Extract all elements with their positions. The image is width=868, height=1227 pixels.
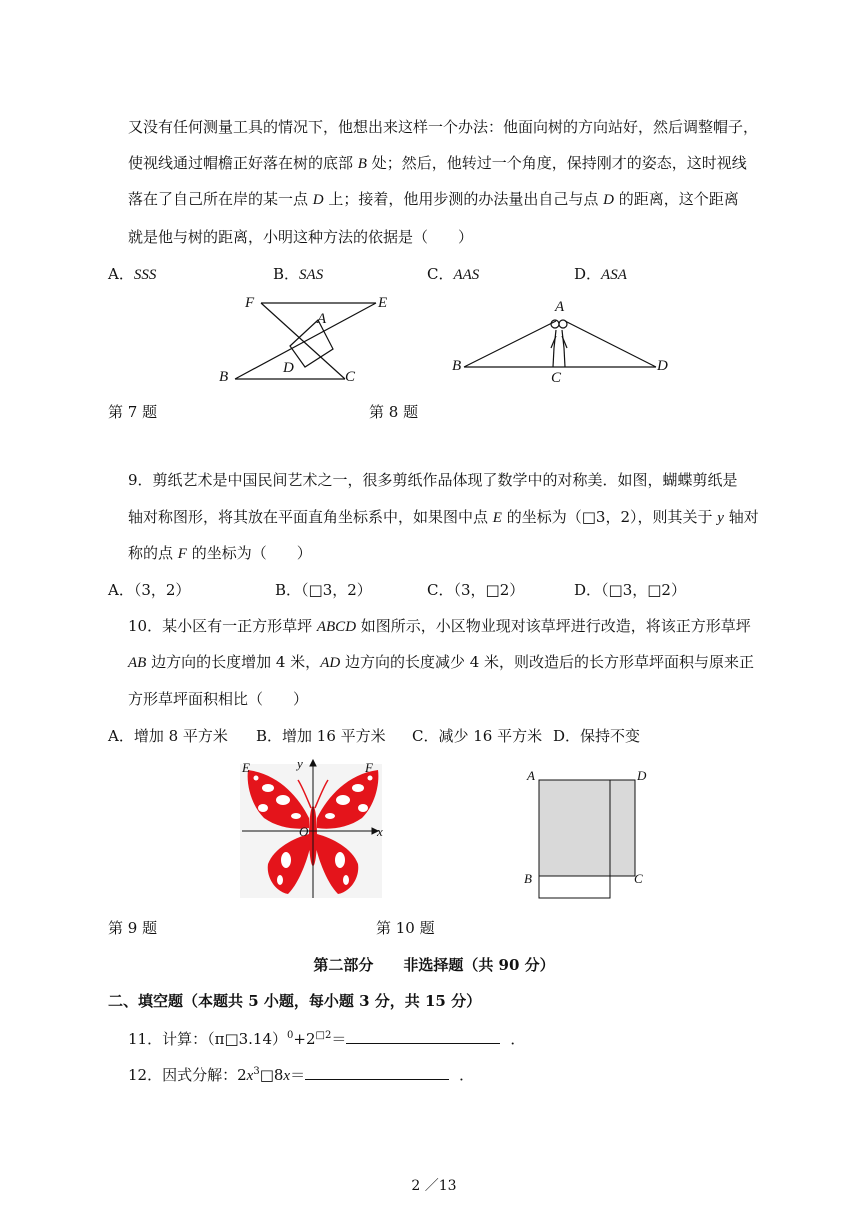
q12-prefix: 12．因式分解：2	[128, 1066, 247, 1084]
page-number: 2 ／13	[411, 1178, 457, 1194]
q9-var-y: y	[717, 510, 724, 526]
figure-10	[530, 770, 650, 905]
fig10-label-d: D	[637, 768, 647, 783]
fig9-label-o: O	[299, 824, 309, 839]
q11-eq: ＝	[331, 1030, 347, 1048]
q11-sup-0: 0	[287, 1030, 294, 1041]
option-value: 增加 8 平方米	[133, 727, 228, 745]
fig8-person-leg	[564, 348, 565, 367]
q12-answer-blank[interactable]	[305, 1065, 449, 1080]
fig7-label-a: A	[317, 311, 327, 327]
q10-line-2-b: 边方向的长度减少 4 米，则改造后的长方形草坪面积与原来正	[340, 653, 755, 671]
q8-line-2-b: 处；然后，他转过一个角度，保持刚才的姿态，这时视线	[366, 154, 747, 172]
option-value: 保持不变	[580, 727, 641, 745]
q8-line-3-c: 的距离，这个距离	[614, 190, 739, 208]
option-value: AAS	[453, 267, 480, 283]
q9-line-2-c: 轴对	[723, 508, 759, 526]
q10-var-ad: AD	[320, 655, 341, 671]
q11-end: ．	[510, 1030, 526, 1048]
q8-option-c[interactable]	[427, 263, 479, 284]
option-value: （□3，2）	[301, 581, 372, 599]
q12-end: ．	[459, 1066, 475, 1084]
q10-option-c[interactable]	[412, 725, 542, 746]
part-2-title: 第二部分 非选择题（共 90 分）	[313, 956, 555, 974]
q12-line	[128, 1064, 474, 1085]
fig10-label-a: A	[527, 768, 535, 783]
q8-line-4: 就是他与树的距离，小明这种方法的依据是（ ）	[128, 228, 474, 246]
q10-var-abcd: ABCD	[316, 619, 357, 635]
option-value: （3，2）	[133, 581, 191, 599]
fig8-label-a: A	[555, 299, 565, 315]
option-letter: A．	[108, 581, 134, 599]
q10-option-a[interactable]	[108, 725, 228, 746]
q10-line-1-b: 如图所示，小区物业现对该草坪进行改造，将该正方形草坪	[356, 617, 751, 635]
option-value: SAS	[299, 267, 324, 283]
fig7-parallelogram	[290, 320, 333, 367]
q11-prefix: 11．计算：（π□3.14）	[128, 1030, 288, 1048]
fig10-label-b: B	[524, 871, 532, 886]
q8-var-b: B	[357, 156, 367, 172]
q9-line-1: 9．剪纸艺术是中国民间艺术之一，很多剪纸作品体现了数学中的对称美．如图，蝴蝶剪纸是	[128, 471, 738, 489]
q9-option-a[interactable]	[108, 579, 190, 600]
fig7-label-c: C	[345, 369, 356, 385]
fig7-label-b: B	[219, 369, 229, 385]
q9-var-e: E	[492, 510, 502, 526]
option-value: （3，□2）	[453, 581, 525, 599]
q8-line-3	[128, 188, 739, 209]
option-letter: D．	[553, 727, 581, 745]
option-letter: A．	[108, 265, 134, 283]
fig7-label-d: D	[283, 360, 294, 376]
q9-option-b[interactable]	[275, 579, 372, 600]
q9-line-3-a: 称的点	[128, 544, 178, 562]
fig9-label-f: F	[365, 760, 373, 775]
option-letter: B．	[275, 581, 302, 599]
option-value: 减少 16 平方米	[438, 727, 543, 745]
fig9-caption: 第 9 题	[108, 919, 158, 937]
q8-line-1: 又没有任何测量工具的情况下，他想出来这样一个办法：他面向树的方向站好，然后调整帽子，	[128, 118, 759, 136]
q11-sup-neg2: □2	[315, 1030, 332, 1041]
fig8-segment-ba	[464, 321, 556, 367]
q10-var-ab: AB	[128, 655, 147, 671]
option-value: SSS	[133, 267, 157, 283]
q9-line-2	[128, 506, 759, 527]
q8-line-2-a: 使视线通过帽檐正好落在树的底部	[128, 154, 358, 172]
fig8-caption: 第 8 题	[369, 403, 419, 421]
figure-9	[238, 756, 388, 901]
fig9-y-arrow	[310, 760, 316, 766]
option-letter: B．	[273, 265, 300, 283]
q12-var-x: x	[246, 1068, 254, 1084]
q10-line-3: 方形草坪面积相比（ ）	[128, 690, 309, 708]
q11-mid: +2	[293, 1030, 316, 1048]
q9-line-2-a: 轴对称图形，将其放在平面直角坐标系中，如果图中点	[128, 508, 493, 526]
q9-line-3-b: 的坐标为（ ）	[186, 544, 312, 562]
q9-line-3	[128, 542, 312, 563]
q10-line-1-a: 10．某小区有一正方形草坪	[128, 617, 317, 635]
q8-option-a[interactable]	[108, 263, 156, 284]
q8-line-2	[128, 152, 747, 173]
q10-line-2-a: 边方向的长度增加 4 米，	[146, 653, 321, 671]
fig8-person-leg	[553, 348, 554, 367]
section-2-title: 二、填空题（本题共 5 小题，每小题 3 分，共 15 分）	[108, 992, 482, 1010]
option-letter: A．	[108, 727, 134, 745]
fig9-label-x: x	[377, 824, 383, 839]
q9-line-2-b: 的坐标为（□3，2），则其关于	[501, 508, 718, 526]
fig8-label-b: B	[452, 358, 462, 374]
q10-line-2	[128, 651, 754, 672]
q10-option-b[interactable]	[256, 725, 386, 746]
fig8-person-head-right	[559, 320, 567, 328]
q12-mid: □8	[259, 1066, 284, 1084]
fig7-segment-fc	[261, 303, 345, 379]
q8-var-d2: D	[603, 192, 615, 208]
q10-line-1	[128, 615, 751, 636]
q9-option-c[interactable]	[427, 579, 524, 600]
option-letter: C．	[427, 265, 454, 283]
q8-option-b[interactable]	[273, 263, 323, 284]
fig7-segment-eb	[235, 303, 376, 379]
figure-7	[215, 294, 388, 389]
q12-var-x2: x	[283, 1068, 291, 1084]
q12-eq: ＝	[290, 1066, 306, 1084]
option-letter: C．	[427, 581, 454, 599]
fig7-label-f: F	[245, 295, 255, 311]
q12-sup-3: 3	[253, 1066, 260, 1077]
fig10-label-c: C	[634, 871, 643, 886]
fig9-label-y: y	[297, 756, 303, 771]
fig10-extension	[539, 876, 610, 898]
q9-option-d[interactable]	[574, 579, 686, 600]
q8-var-d1: D	[312, 192, 324, 208]
fig10-caption: 第 10 题	[376, 919, 435, 937]
q9-var-f: F	[177, 546, 187, 562]
fig9-label-e: E	[242, 760, 250, 775]
fig8-segment-ad	[565, 321, 656, 367]
option-value: 增加 16 平方米	[282, 727, 386, 745]
option-letter: D．	[574, 581, 602, 599]
option-letter: B．	[256, 727, 283, 745]
q11-line	[128, 1028, 525, 1049]
fig7-caption: 第 7 题	[108, 403, 158, 421]
fig8-label-d: D	[657, 358, 668, 374]
fig7-label-e: E	[378, 295, 388, 311]
option-letter: D．	[574, 265, 602, 283]
q11-answer-blank[interactable]	[346, 1029, 500, 1044]
q8-line-3-a: 落在了自己所在岸的某一点	[128, 190, 313, 208]
q10-option-d[interactable]	[553, 725, 640, 746]
fig8-label-c: C	[551, 370, 562, 386]
q8-line-3-b: 上；接着，他用步测的办法量出自己与点	[323, 190, 604, 208]
q8-option-d[interactable]	[574, 263, 627, 284]
option-value: ASA	[601, 267, 627, 283]
fig10-square-abcd	[539, 780, 635, 876]
option-letter: C．	[412, 727, 439, 745]
option-value: （□3，□2）	[601, 581, 686, 599]
